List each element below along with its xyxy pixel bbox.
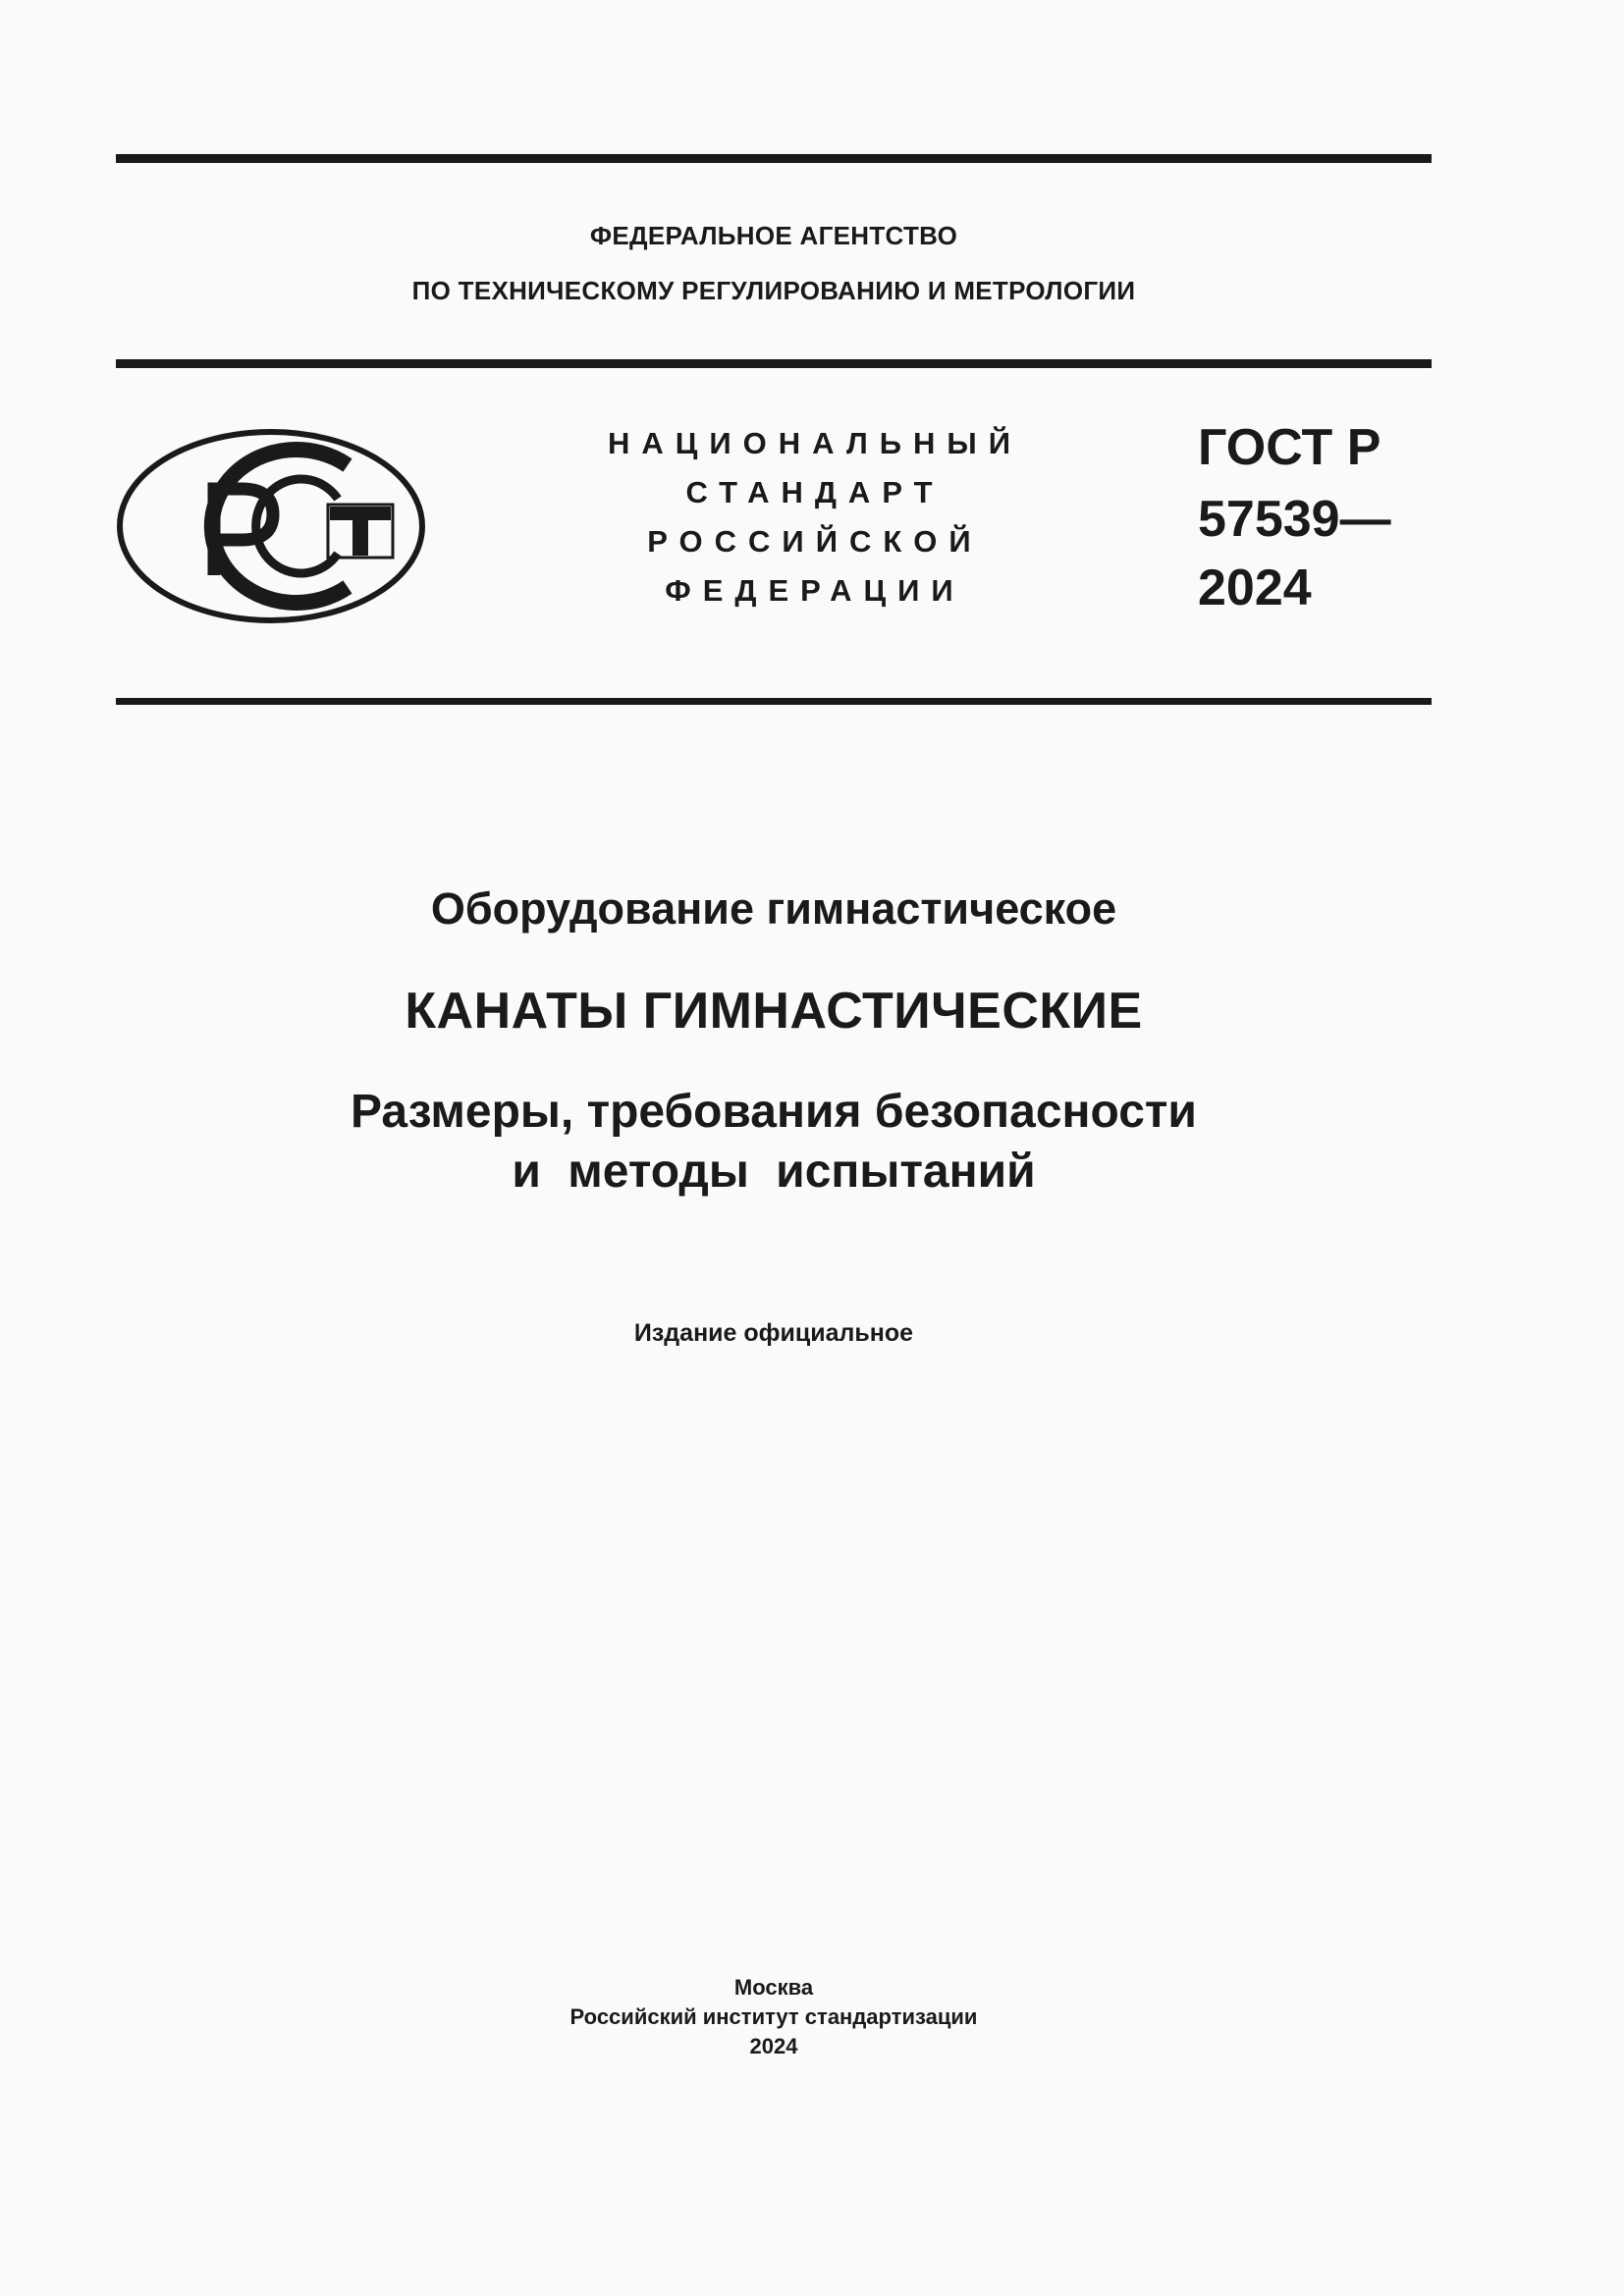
document-title: КАНАТЫ ГИМНАСТИЧЕСКИЕ <box>405 983 1143 1040</box>
agency-name-line-1: ФЕДЕРАЛЬНОЕ АГЕНТСТВО <box>589 221 958 250</box>
edition-label: Издание официальное <box>633 1319 914 1347</box>
publisher-name: Российский институт стандартизации <box>569 2004 978 2029</box>
document-subtitle-line-1: Размеры, требования безопасности <box>351 1086 1197 1138</box>
document-category: Оборудование гимнастическое <box>430 883 1117 934</box>
agency-name-line-2: ПО ТЕХНИЧЕСКОМУ РЕГУЛИРОВАНИЮ И МЕТРОЛОГИИ <box>411 276 1136 305</box>
standard-type-line-2: СТАНДАРТ <box>685 475 945 509</box>
standard-designation-prefix: ГОСТ Р <box>1198 419 1381 476</box>
standard-designation-number: 57539— <box>1198 491 1391 548</box>
standard-type-line-1: НАЦИОНАЛЬНЫЙ <box>607 426 1023 460</box>
standard-type-line-3: РОССИЙСКОЙ <box>647 524 983 559</box>
publication-year: 2024 <box>749 2034 798 2058</box>
publication-city: Москва <box>733 1975 814 2000</box>
header-rule <box>116 359 1432 368</box>
standard-type-line-4: ФЕДЕРАЦИИ <box>665 573 965 608</box>
document-subtitle-line-2: и методы испытаний <box>512 1146 1036 1198</box>
top-rule <box>116 154 1432 163</box>
section-rule <box>116 698 1432 705</box>
standard-designation-year: 2024 <box>1198 560 1312 616</box>
rst-logo-icon <box>116 428 426 624</box>
